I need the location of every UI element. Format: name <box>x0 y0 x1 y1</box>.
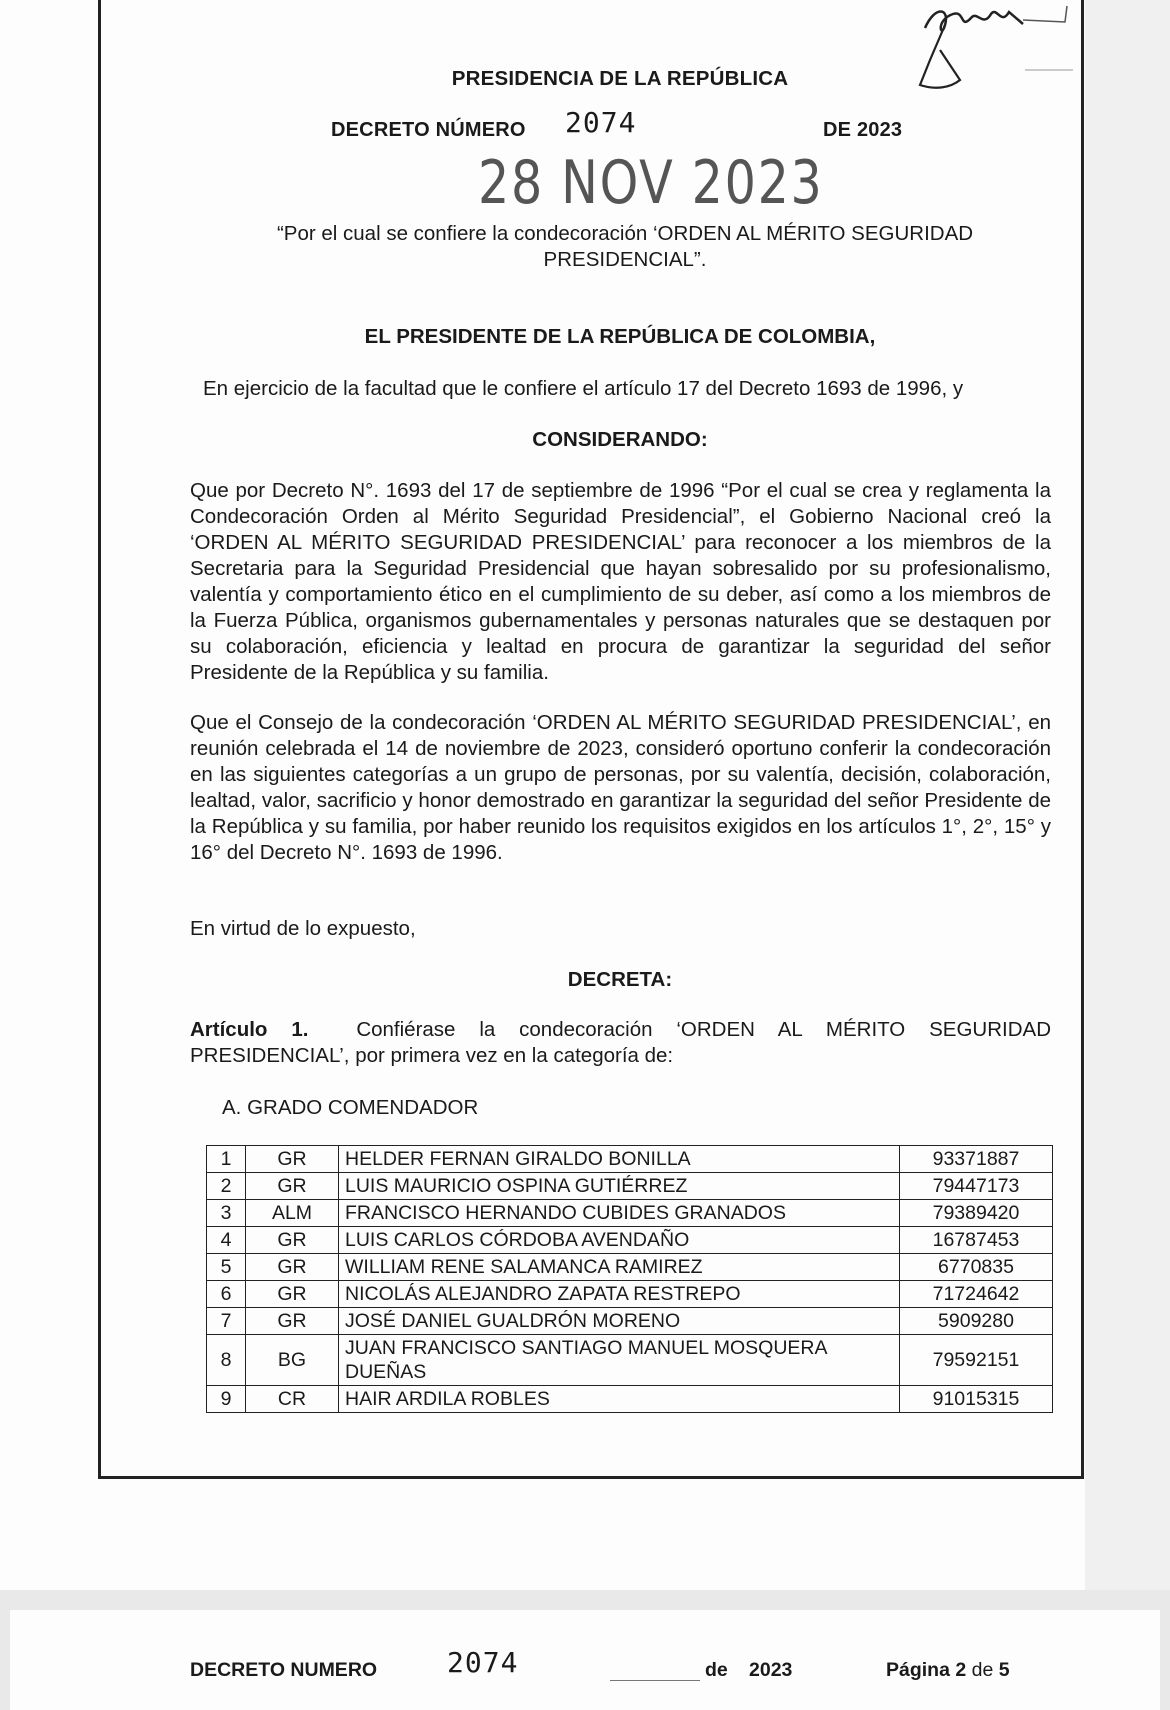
footer-de-label: de <box>705 1659 728 1681</box>
page-current: 2 <box>955 1659 967 1681</box>
row-nombre: LUIS MAURICIO OSPINA GUTIÉRREZ <box>339 1173 900 1200</box>
row-nombre: LUIS CARLOS CÓRDOBA AVENDAÑO <box>339 1227 900 1254</box>
page-of: de <box>971 1659 994 1681</box>
row-cedula: 5909280 <box>900 1308 1053 1335</box>
row-grado: GR <box>246 1173 339 1200</box>
row-number: 6 <box>207 1281 246 1308</box>
row-nombre: FRANCISCO HERNANDO CUBIDES GRANADOS <box>339 1200 900 1227</box>
row-nombre: NICOLÁS ALEJANDRO ZAPATA RESTREPO <box>339 1281 900 1308</box>
table-row <box>207 1173 1053 1200</box>
row-number: 8 <box>207 1335 246 1386</box>
row-grado: GR <box>246 1254 339 1281</box>
considerando-heading: CONSIDERANDO: <box>532 428 708 451</box>
row-cedula: 16787453 <box>900 1227 1053 1254</box>
table-row <box>207 1386 1053 1413</box>
page-indicator <box>886 1659 1010 1682</box>
presidencia-heading: PRESIDENCIA DE LA REPÚBLICA <box>451 67 789 90</box>
row-grado: GR <box>246 1308 339 1335</box>
decreta-heading: DECRETA: <box>567 968 673 991</box>
row-cedula: 79592151 <box>900 1335 1053 1386</box>
decreto-label: DECRETO NÚMERO <box>331 119 526 141</box>
table-row <box>207 1146 1053 1173</box>
row-cedula: 91015315 <box>900 1386 1053 1413</box>
decreto-year: DE 2023 <box>823 119 903 141</box>
page-total: 5 <box>998 1659 1010 1681</box>
decreto-number-handwritten: 2074 <box>565 106 637 139</box>
page-label: Página <box>886 1659 950 1681</box>
table-row <box>207 1200 1053 1227</box>
row-cedula: 6770835 <box>900 1254 1053 1281</box>
virtud-line: En virtud de lo expuesto, <box>190 917 416 940</box>
date-stamp: 28 NOV 2023 <box>478 148 824 218</box>
row-grado: GR <box>246 1281 339 1308</box>
scan-margin <box>1085 0 1170 1590</box>
row-number: 2 <box>207 1173 246 1200</box>
row-nombre: JUAN FRANCISCO SANTIAGO MANUEL MOSQUERA DUEÑAS <box>339 1335 900 1386</box>
row-number: 7 <box>207 1308 246 1335</box>
considerando-paragraph-2: Que el Consejo de la condecoración ‘ORDEN AL MÉRITO SEGURIDAD PRESIDENCIAL’, en reunión celebrada el 14 de noviembre de 2023, consideró oportuno conferir la condecoración en las siguientes categorías a un grupo de personas, por su valentía, decisión, colaboración, lealtad, valor, sacrificio y honor demostrado en garantizar la seguridad del señor Presidente de la República y su familia, por haber reunido los requisitos exigidos en los artículos 1°, 2°, 15° y 16° del Decreto N°. 1693 de 1996. <box>190 711 1051 864</box>
articulo-text: Confiérase la condecoración ‘ORDEN AL MÉRITO SEGURIDAD PRESIDENCIAL’, por primera vez en la categoría de: <box>190 1018 1051 1067</box>
row-nombre: JOSÉ DANIEL GUALDRÓN MORENO <box>339 1308 900 1335</box>
row-number: 1 <box>207 1146 246 1173</box>
table-row <box>207 1227 1053 1254</box>
table-row <box>207 1308 1053 1335</box>
considerando-paragraph-1: Que por Decreto N°. 1693 del 17 de septiembre de 1996 “Por el cual se crea y reglamenta la Condecoración Orden al Mérito Seguridad Presidencial”, el Gobierno Nacional creó la ‘ORDEN AL MÉRITO SEGURIDAD PRESIDENCIAL’ para reconocer a los miembros de la Secretaria para la Seguridad Presidencial que hayan sobresalido por su profesionalismo, valentía y comportamiento ético en el cumplimiento de su deber, así como a los miembros de la Fuerza Pública, organismos gubernamentales y personas naturales que se destaquen por su colaboración, eficiencia y lealtad en procura de garantizar la seguridad del señor Presidente de la República y su familia. <box>190 479 1051 684</box>
row-grado: CR <box>246 1386 339 1413</box>
row-number: 4 <box>207 1227 246 1254</box>
table-row <box>207 1254 1053 1281</box>
document-page-2-header <box>10 1610 1160 1710</box>
row-cedula: 93371887 <box>900 1146 1053 1173</box>
footer-decreto-number: 2074 <box>447 1646 519 1679</box>
row-nombre: HAIR ARDILA ROBLES <box>339 1386 900 1413</box>
row-cedula: 79447173 <box>900 1173 1053 1200</box>
row-cedula: 79389420 <box>900 1200 1053 1227</box>
row-cedula: 71724642 <box>900 1281 1053 1308</box>
articulo-label: Artículo 1. <box>190 1018 309 1041</box>
row-grado: GR <box>246 1146 339 1173</box>
row-nombre: WILLIAM RENE SALAMANCA RAMIREZ <box>339 1254 900 1281</box>
footer-decreto-label: DECRETO NUMERO <box>190 1659 378 1681</box>
table-row <box>207 1335 1053 1386</box>
signature-initials <box>905 0 1075 100</box>
row-nombre: HELDER FERNAN GIRALDO BONILLA <box>339 1146 900 1173</box>
row-number: 9 <box>207 1386 246 1413</box>
row-number: 3 <box>207 1200 246 1227</box>
table-row <box>207 1281 1053 1308</box>
decree-title: “Por el cual se confiere la condecoración ‘ORDEN AL MÉRITO SEGURIDAD PRESIDENCIAL”. <box>276 222 974 271</box>
row-number: 5 <box>207 1254 246 1281</box>
row-grado: GR <box>246 1227 339 1254</box>
ejercicio-line: En ejercicio de la facultad que le confiere el artículo 17 del Decreto 1693 de 1996, y <box>203 377 964 400</box>
footer-year: 2023 <box>749 1659 793 1681</box>
footer-underline <box>610 1680 700 1681</box>
articulo-1 <box>190 1017 1051 1069</box>
president-heading: EL PRESIDENTE DE LA REPÚBLICA DE COLOMBIA, <box>364 325 876 348</box>
grado-heading: A. GRADO COMENDADOR <box>222 1096 479 1119</box>
row-grado: BG <box>246 1335 339 1386</box>
row-grado: ALM <box>246 1200 339 1227</box>
grado-comendador-table <box>206 1145 1053 1413</box>
